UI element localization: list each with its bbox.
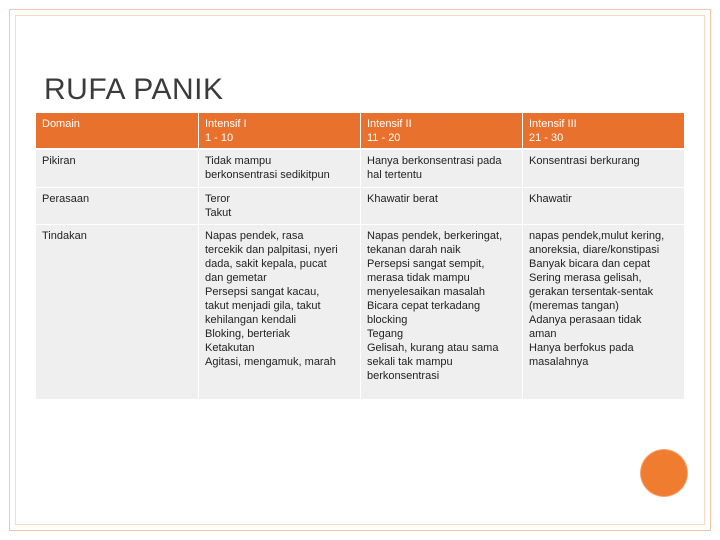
table-cell: Napas pendek, berkeringat, tekanan darah naik Persepsi sangat sempit, merasa tidak mampu menyelesaikan masalah Bicara cepat terkadang blocking Tegang Gelisah, kurang atau sama sekali tak mampu berkonsentrasi: [360, 225, 522, 400]
rufa-panik-table: [36, 113, 684, 400]
table-cell: Konsentrasi berkurang: [522, 150, 684, 188]
table-cell: napas pendek,mulut kering, anoreksia, diare/konstipasi Banyak bicara dan cepat Sering merasa gelisah, gerakan tersentak-sentak (meremas tangan) Adanya perasaan tidak aman Hanya berfokus pada masalahnya: [522, 225, 684, 400]
table-cell: Teror Takut: [198, 188, 360, 225]
row-label-perasaan: Perasaan: [36, 188, 198, 225]
decorative-circle: [641, 450, 687, 496]
header-domain: Domain: [36, 113, 198, 150]
slide-title: RUFA PANIK: [44, 73, 224, 106]
row-label-pikiran: Pikiran: [36, 150, 198, 188]
table-row: [36, 188, 684, 225]
table-row: [36, 225, 684, 400]
table-header-row: [36, 113, 684, 150]
table-cell: Tidak mampu berkonsentrasi sedikitpun: [198, 150, 360, 188]
table-cell: Napas pendek, rasa tercekik dan palpitasi, nyeri dada, sakit kepala, pucat dan gemetar Persepsi sangat kacau, takut menjadi gila, takut kehilangan kendali Bloking, berteriak Ketakutan Agitasi, mengamuk, marah: [198, 225, 360, 400]
header-intensif-3: Intensif III 21 - 30: [522, 113, 684, 150]
header-intensif-1: Intensif I 1 - 10: [198, 113, 360, 150]
header-intensif-2: Intensif II 11 - 20: [360, 113, 522, 150]
table-row: [36, 150, 684, 188]
table-cell: Hanya berkonsentrasi pada hal tertentu: [360, 150, 522, 188]
table-cell: Khawatir berat: [360, 188, 522, 225]
table-cell: Khawatir: [522, 188, 684, 225]
row-label-tindakan: Tindakan: [36, 225, 198, 400]
